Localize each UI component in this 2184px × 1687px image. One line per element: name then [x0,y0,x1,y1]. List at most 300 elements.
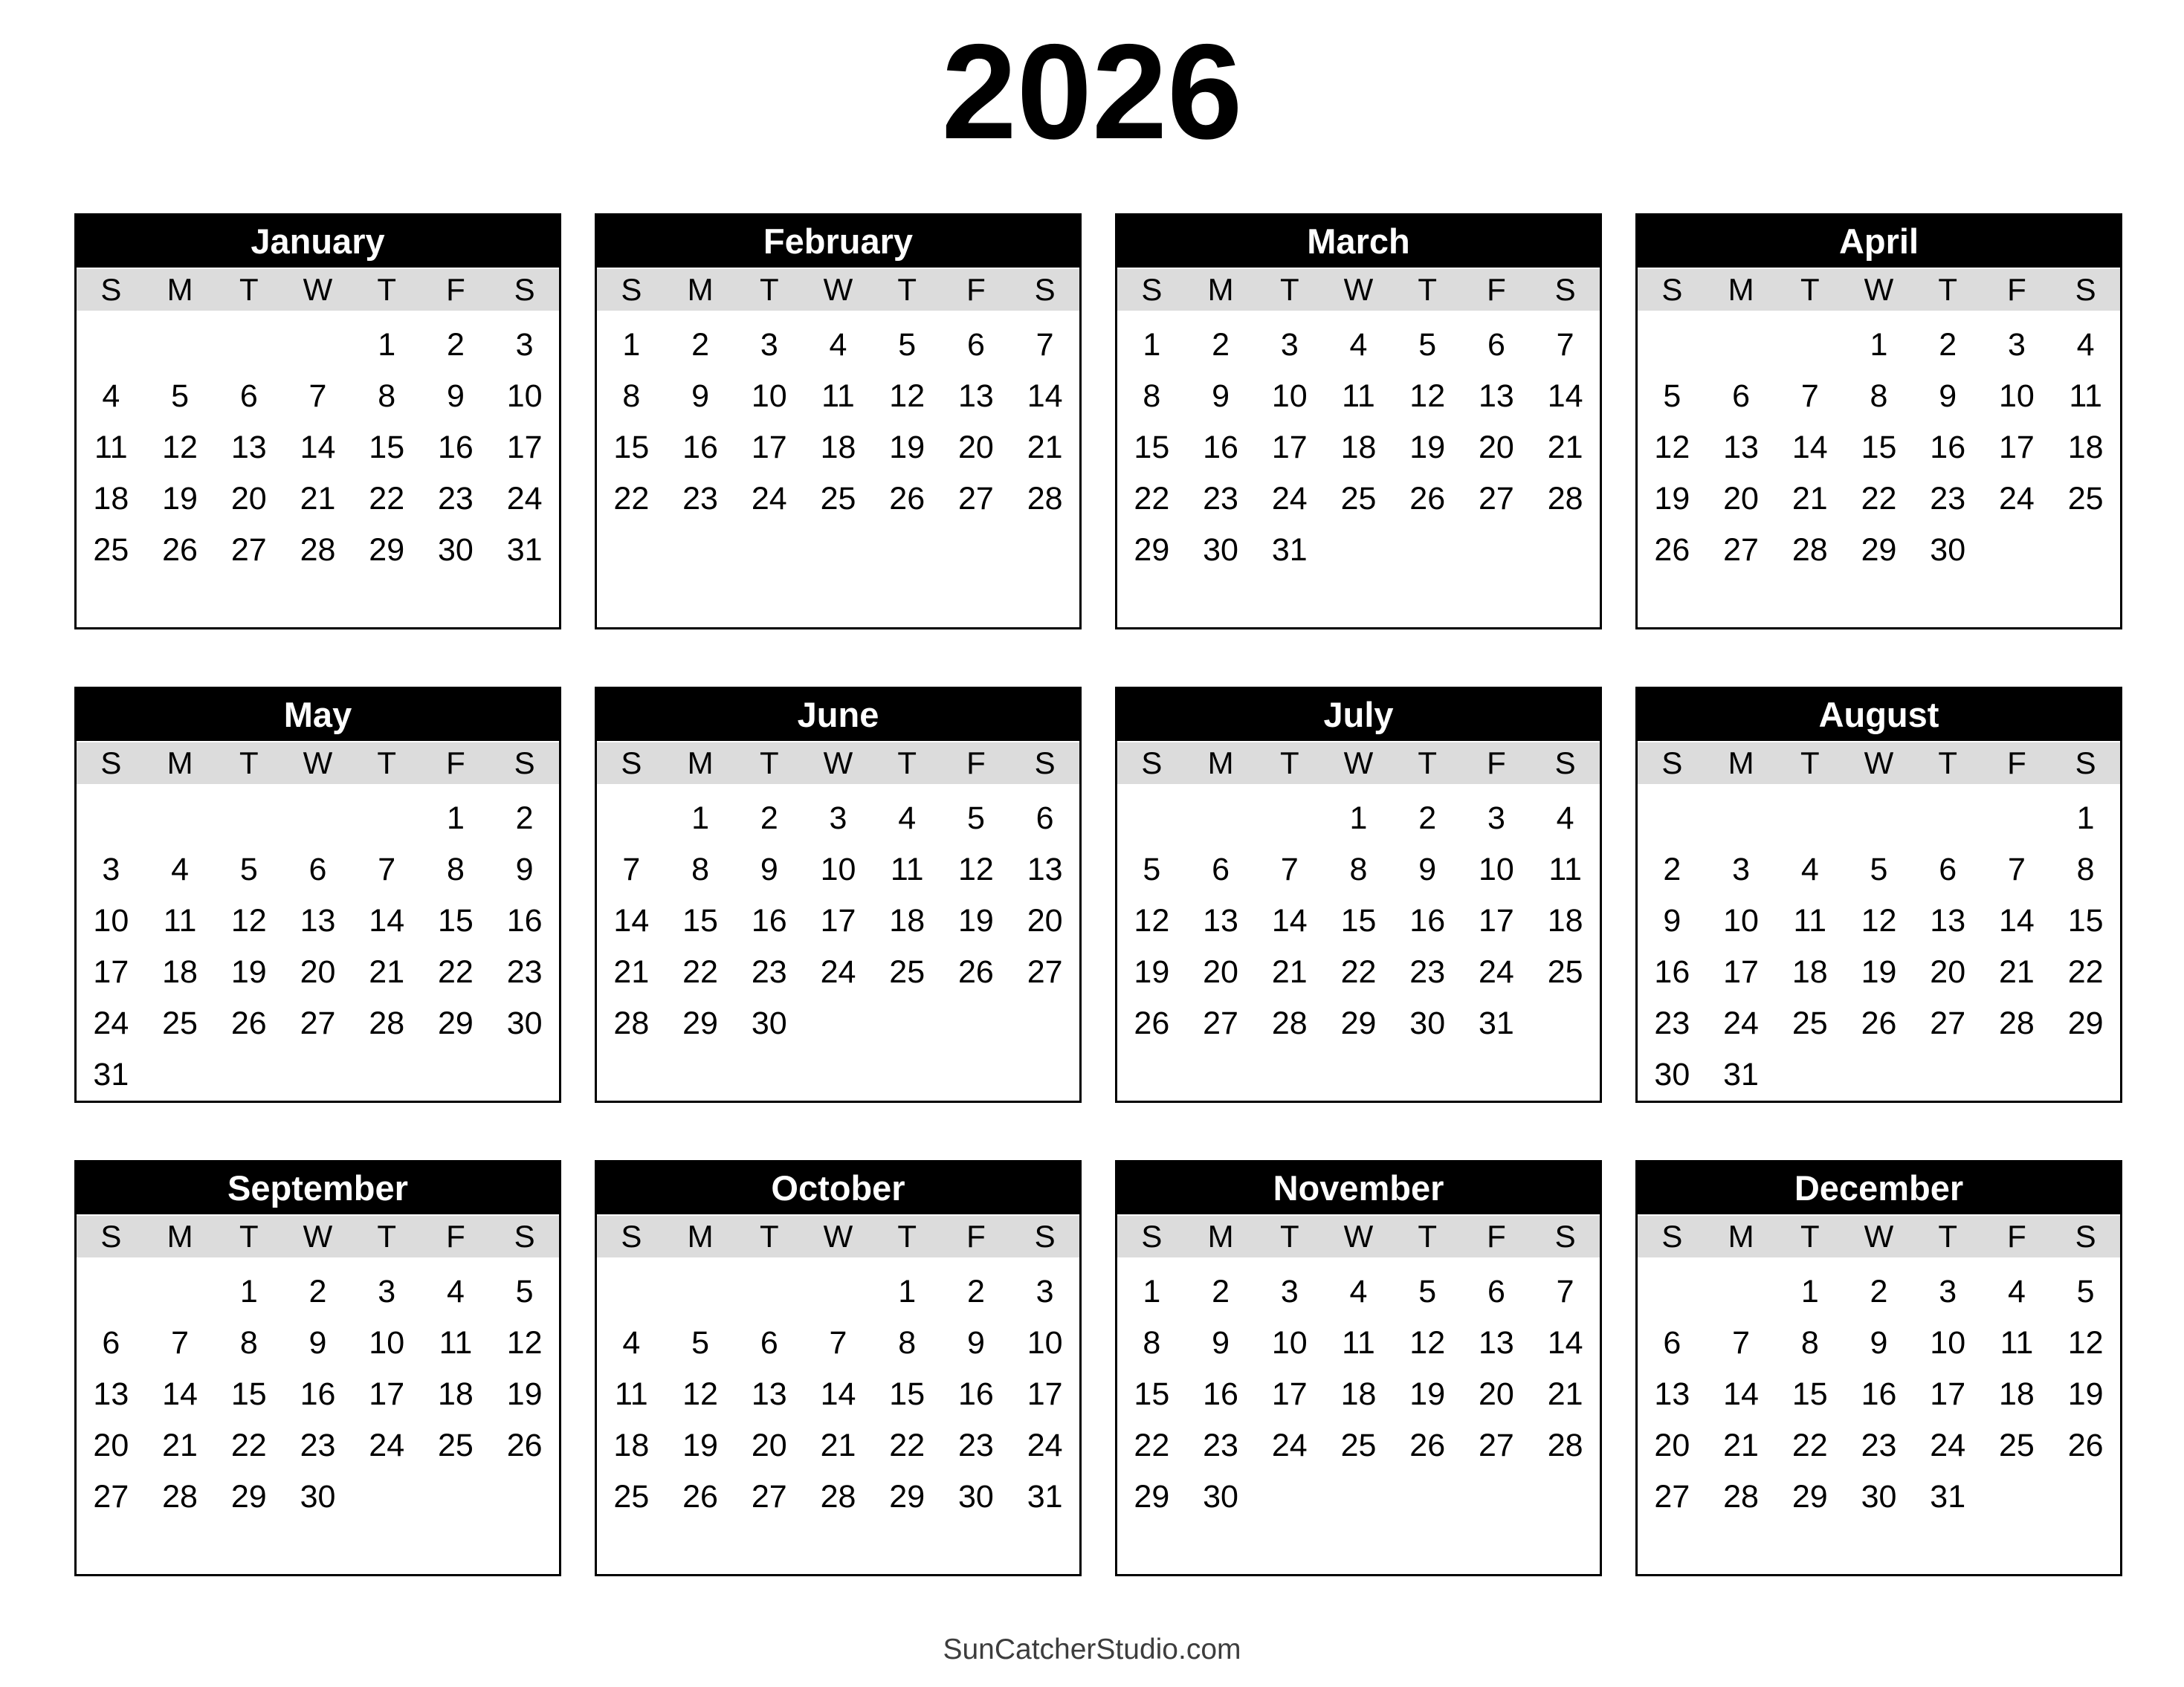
weekday-header-row [1117,1214,1600,1257]
empty-cell [1393,1471,1462,1523]
month-october [595,1160,1082,1576]
weekday-label: S [514,745,535,780]
date-cell: 20 [300,954,336,990]
date-cell: 19 [1861,954,1897,990]
month-title: August [1638,689,2120,741]
date-cell: 21 [1547,1376,1583,1412]
date-cell: 10 [1271,378,1308,414]
date-cell: 25 [613,1479,650,1515]
date-cell: 27 [1930,1006,1966,1041]
weekday-header-row [1638,1214,2120,1257]
date-cell: 29 [889,1479,925,1515]
weekday-label: T [897,272,917,307]
weekday-label: F [446,272,465,307]
date-cell: 15 [1134,1376,1170,1412]
date-cell: 18 [1792,954,1828,990]
weekday-label: S [514,1219,535,1254]
date-grid [1117,784,1600,1101]
weekday-label: T [759,1219,779,1254]
date-cell: 30 [438,532,474,568]
date-cell: 7 [1280,852,1299,887]
date-cell: 16 [438,430,474,465]
date-cell: 5 [171,378,190,414]
date-cell: 19 [162,481,198,517]
weekday-header-row [1638,741,2120,784]
date-cell: 12 [1409,1325,1446,1361]
date-cell: 8 [239,1325,258,1361]
date-cell: 14 [1792,430,1828,465]
weekday-label: F [1487,272,1506,307]
weekday-label: W [1864,272,1894,307]
weekday-label: T [759,745,779,780]
date-cell: 20 [1203,954,1238,990]
date-cell: 15 [1861,430,1897,465]
weekday-label: M [1207,1219,1234,1254]
date-cell: 3 [1732,852,1751,887]
date-cell: 5 [515,1274,534,1309]
date-cell: 4 [622,1325,641,1361]
date-cell: 14 [1547,1325,1583,1361]
month-title: March [1117,216,1600,268]
date-cell: 16 [1861,1376,1897,1412]
empty-cell [597,793,666,844]
date-cell: 26 [162,532,198,568]
date-cell: 13 [958,378,994,414]
date-cell: 13 [1723,430,1759,465]
date-cell: 4 [1349,1274,1368,1309]
date-cell: 24 [751,481,787,517]
date-cell: 17 [93,954,129,990]
date-cell: 17 [820,903,856,939]
date-cell: 10 [506,378,543,414]
date-cell: 12 [230,903,267,939]
date-cell: 24 [820,954,856,990]
date-cell: 4 [1556,800,1574,836]
date-cell: 25 [1792,1006,1828,1041]
date-cell: 1 [1143,1274,1161,1309]
date-cell: 11 [890,852,924,887]
date-cell: 26 [506,1428,543,1463]
date-cell: 4 [1800,852,1819,887]
date-cell: 6 [239,378,258,414]
date-cell: 20 [230,481,267,517]
date-cell: 2 [446,327,465,363]
weekday-label: T [1279,272,1299,307]
date-cell: 8 [1143,378,1161,414]
date-cell: 21 [1999,954,2035,990]
month-january [74,213,561,629]
date-cell: 22 [1340,954,1377,990]
date-cell: 8 [1800,1325,1819,1361]
date-cell: 30 [958,1479,994,1515]
empty-cell [1462,1471,1531,1523]
date-cell: 10 [1999,378,2035,414]
empty-cell [2051,1471,2120,1523]
date-cell: 15 [682,903,718,939]
weekday-label: S [100,1219,122,1254]
weekday-label: T [377,1219,397,1254]
date-cell: 17 [751,430,787,465]
date-cell: 12 [682,1376,718,1412]
date-cell: 5 [1418,327,1437,363]
date-cell: 30 [1203,532,1238,568]
date-cell: 4 [102,378,120,414]
date-cell: 13 [1654,1376,1690,1412]
date-cell: 25 [1547,954,1583,990]
empty-cell [1707,1266,1776,1318]
date-cell: 28 [1547,1428,1583,1463]
weekday-label: W [1864,1219,1894,1254]
date-cell: 20 [1654,1428,1690,1463]
date-cell: 29 [682,1006,718,1041]
date-cell: 22 [438,954,474,990]
date-cell: 14 [1547,378,1583,414]
empty-cell [1462,525,1531,576]
month-december [1635,1160,2122,1576]
date-cell: 9 [1870,1325,1888,1361]
date-cell: 27 [93,1479,129,1515]
date-cell: 3 [1280,327,1299,363]
date-cell: 3 [829,800,847,836]
empty-cell [77,793,146,844]
weekday-label: S [2075,1219,2096,1254]
date-cell: 14 [162,1376,198,1412]
date-cell: 31 [1027,1479,1063,1515]
date-cell: 17 [1930,1376,1966,1412]
date-cell: 9 [1212,1325,1230,1361]
date-cell: 22 [369,481,405,517]
date-cell: 25 [820,481,856,517]
date-grid [597,311,1079,627]
date-cell: 3 [1939,1274,1957,1309]
month-november [1115,1160,1602,1576]
month-july [1115,687,1602,1103]
date-cell: 6 [1732,378,1751,414]
date-cell: 5 [2076,1274,2095,1309]
date-cell: 21 [1792,481,1828,517]
date-cell: 25 [1340,481,1377,517]
weekday-label: W [1864,745,1894,780]
weekday-label: M [687,1219,714,1254]
date-cell: 6 [966,327,985,363]
date-cell: 29 [1340,1006,1377,1041]
month-february [595,213,1082,629]
date-cell: 29 [2067,1006,2104,1041]
empty-cell [214,793,283,844]
date-cell: 15 [230,1376,267,1412]
empty-cell [490,1471,559,1523]
weekday-label: F [2007,272,2026,307]
date-cell: 22 [230,1428,267,1463]
empty-cell [1324,525,1393,576]
date-cell: 2 [691,327,710,363]
date-cell: 3 [378,1274,396,1309]
weekday-header-row [597,741,1079,784]
weekday-label: M [687,745,714,780]
date-cell: 20 [93,1428,129,1463]
empty-cell [146,1266,215,1318]
month-september [74,1160,561,1576]
empty-cell [2051,1049,2120,1101]
empty-cell [1775,793,1844,844]
date-cell: 12 [506,1325,543,1361]
empty-cell [1775,1049,1844,1101]
date-cell: 19 [1134,954,1170,990]
weekday-header-row [597,1214,1079,1257]
date-cell: 18 [2067,430,2104,465]
empty-cell [1010,998,1079,1049]
weekday-label: F [2007,1219,2026,1254]
weekday-header-row [1117,268,1600,311]
weekday-header-row [1638,268,2120,311]
date-cell: 16 [1654,954,1690,990]
month-june [595,687,1082,1103]
date-cell: 21 [369,954,405,990]
date-cell: 9 [515,852,534,887]
date-cell: 14 [369,903,405,939]
date-cell: 30 [1930,532,1966,568]
weekday-label: M [167,745,193,780]
date-cell: 4 [171,852,190,887]
date-cell: 21 [300,481,336,517]
weekday-label: M [687,272,714,307]
month-april [1635,213,2122,629]
empty-cell [1638,793,1707,844]
date-cell: 8 [2076,852,2095,887]
date-cell: 9 [760,852,778,887]
date-cell: 3 [102,852,120,887]
weekday-label: S [1554,745,1576,780]
date-cell: 21 [1027,430,1063,465]
date-cell: 19 [682,1428,718,1463]
empty-cell [1707,320,1776,371]
date-cell: 24 [1999,481,2035,517]
date-cell: 27 [1723,532,1759,568]
date-cell: 17 [1723,954,1759,990]
date-cell: 30 [1861,1479,1897,1515]
date-cell: 1 [1349,800,1368,836]
date-cell: 4 [446,1274,465,1309]
empty-cell [283,320,352,371]
date-cell: 24 [1930,1428,1966,1463]
date-cell: 7 [1556,327,1574,363]
weekday-label: T [377,745,397,780]
weekday-label: M [1207,745,1234,780]
weekday-header-row [77,1214,559,1257]
date-cell: 18 [1340,1376,1377,1412]
date-cell: 16 [958,1376,994,1412]
date-cell: 22 [1134,481,1170,517]
weekday-label: W [823,1219,853,1254]
date-cell: 26 [1861,1006,1897,1041]
empty-cell [1775,320,1844,371]
date-cell: 24 [1027,1428,1063,1463]
date-cell: 20 [1479,1376,1514,1412]
date-cell: 16 [682,430,718,465]
empty-cell [146,793,215,844]
date-cell: 23 [438,481,474,517]
weekday-label: W [823,272,853,307]
empty-cell [77,320,146,371]
weekday-label: S [514,272,535,307]
weekday-label: F [446,745,465,780]
weekday-label: M [1728,745,1754,780]
date-cell: 16 [506,903,543,939]
date-grid [77,784,559,1101]
date-cell: 26 [230,1006,267,1041]
date-cell: 12 [2067,1325,2104,1361]
date-cell: 7 [1556,1274,1574,1309]
date-cell: 27 [958,481,994,517]
month-title: November [1117,1162,1600,1214]
date-cell: 4 [2076,327,2095,363]
month-title: December [1638,1162,2120,1214]
empty-cell [283,1049,352,1101]
date-cell: 1 [1800,1274,1819,1309]
weekday-label: S [621,272,642,307]
date-cell: 8 [1143,1325,1161,1361]
weekday-label: T [239,272,259,307]
date-cell: 2 [760,800,778,836]
date-cell: 28 [613,1006,650,1041]
date-cell: 28 [1271,1006,1308,1041]
date-cell: 18 [820,430,856,465]
date-cell: 5 [239,852,258,887]
date-cell: 20 [751,1428,787,1463]
date-cell: 6 [1212,852,1230,887]
weekday-label: T [1800,745,1820,780]
date-cell: 20 [1479,430,1514,465]
date-cell: 31 [1271,532,1308,568]
date-cell: 28 [1027,481,1063,517]
date-cell: 6 [760,1325,778,1361]
date-cell: 2 [1212,1274,1230,1309]
date-cell: 18 [1547,903,1583,939]
empty-cell [873,998,942,1049]
date-cell: 12 [1409,378,1446,414]
weekday-label: T [1938,745,1958,780]
date-cell: 15 [1792,1376,1828,1412]
date-cell: 26 [889,481,925,517]
month-title: May [77,689,559,741]
date-cell: 8 [622,378,641,414]
date-cell: 22 [1134,1428,1170,1463]
date-cell: 12 [1134,903,1170,939]
date-cell: 14 [613,903,650,939]
date-cell: 20 [1723,481,1759,517]
date-grid [1117,1257,1600,1574]
date-cell: 2 [515,800,534,836]
empty-cell [1983,1471,2052,1523]
date-cell: 17 [1479,903,1514,939]
date-cell: 9 [1939,378,1957,414]
date-cell: 8 [1349,852,1368,887]
month-title: September [77,1162,559,1214]
date-cell: 17 [1271,430,1308,465]
date-cell: 10 [1930,1325,1966,1361]
date-cell: 4 [1349,327,1368,363]
weekday-header-row [77,741,559,784]
date-cell: 15 [2067,903,2104,939]
date-cell: 1 [446,800,465,836]
date-cell: 14 [1027,378,1063,414]
empty-cell [597,1266,666,1318]
date-cell: 11 [1793,903,1827,939]
date-cell: 19 [506,1376,543,1412]
date-cell: 11 [2000,1325,2034,1361]
date-cell: 8 [898,1325,917,1361]
date-cell: 6 [1663,1325,1681,1361]
date-cell: 26 [1654,532,1690,568]
empty-cell [1638,1266,1707,1318]
date-cell: 10 [1271,1325,1308,1361]
date-cell: 13 [1479,1325,1514,1361]
date-cell: 13 [230,430,267,465]
empty-cell [1531,1471,1600,1523]
empty-cell [1913,1049,1983,1101]
date-cell: 17 [1271,1376,1308,1412]
empty-cell [1393,525,1462,576]
date-cell: 25 [2067,481,2104,517]
date-cell: 19 [889,430,925,465]
date-cell: 22 [1792,1428,1828,1463]
date-cell: 25 [889,954,925,990]
date-cell: 9 [1663,903,1681,939]
date-grid [597,784,1079,1101]
date-cell: 30 [506,1006,543,1041]
date-cell: 8 [378,378,396,414]
weekday-label: T [239,745,259,780]
date-cell: 20 [1930,954,1966,990]
date-cell: 5 [691,1325,710,1361]
month-title: April [1638,216,2120,268]
date-cell: 11 [163,903,197,939]
date-cell: 28 [820,1479,856,1515]
date-cell: 27 [751,1479,787,1515]
date-cell: 19 [230,954,267,990]
empty-cell [804,998,873,1049]
date-cell: 5 [898,327,917,363]
months-grid [74,213,2122,1576]
date-cell: 25 [162,1006,198,1041]
date-cell: 16 [300,1376,336,1412]
date-cell: 25 [1999,1428,2035,1463]
date-cell: 24 [1723,1006,1759,1041]
weekday-label: S [1554,272,1576,307]
date-cell: 24 [506,481,543,517]
date-cell: 13 [1930,903,1966,939]
date-cell: 11 [1342,378,1375,414]
date-cell: 24 [1479,954,1514,990]
date-cell: 5 [1663,378,1681,414]
date-grid [1638,1257,2120,1574]
empty-cell [1531,525,1600,576]
date-cell: 18 [1340,430,1377,465]
date-cell: 6 [308,852,327,887]
date-cell: 10 [1027,1325,1063,1361]
date-cell: 1 [622,327,641,363]
date-cell: 6 [1036,800,1054,836]
date-cell: 6 [102,1325,120,1361]
weekday-label: F [966,745,986,780]
weekday-label: W [1343,272,1374,307]
month-may [74,687,561,1103]
date-cell: 16 [1203,1376,1238,1412]
date-cell: 28 [1999,1006,2035,1041]
weekday-label: T [897,1219,917,1254]
date-cell: 28 [300,532,336,568]
date-cell: 13 [300,903,336,939]
